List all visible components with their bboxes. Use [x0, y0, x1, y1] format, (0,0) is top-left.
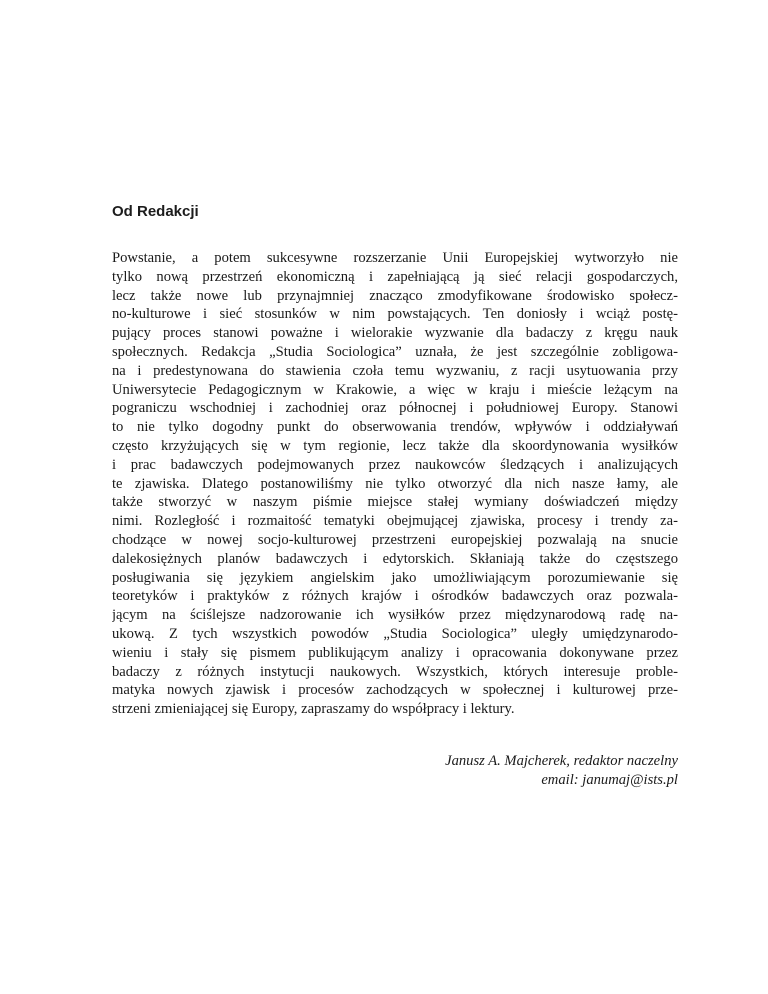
text-line: Powstanie, a potem sukcesywne rozszerzanie Unii Europejskiej wytworzyło nie: [112, 250, 678, 266]
text-line: chodzące w nowej socjo-kulturowej przestrzeni europejskiej pozwalają na snucie: [112, 531, 678, 548]
text-line: wieniu i stały się pismem publikującym analizy i opracowania dokonywane przez: [112, 644, 678, 661]
signature-author: Janusz A. Majcherek, redaktor naczelny: [445, 752, 678, 769]
signature-email: email: janumaj@ists.pl: [541, 771, 678, 788]
text-line: ukową. Z tych wszystkich powodów „Studia Sociologica” uległy umiędzynarodo-: [112, 625, 678, 642]
text-line: teoretyków i praktyków z różnych krajów i ośrodków badawczych oraz pozwala-: [112, 588, 678, 605]
text-line: społecznych. Redakcja „Studia Sociologica” uznała, że jest szczególnie zobligowa-: [112, 343, 678, 360]
text-line: dalekosiężnych planów badawczych i edytorskich. Skłaniają także do częstszego: [112, 550, 678, 567]
text-line: to nie tylko dogodny punkt do obserwowania trendów, wpływów i oddziaływań: [112, 419, 678, 436]
signature-block: [112, 752, 678, 790]
text-line: i prac badawczych podejmowanych przez naukowców śledzących i analizujących: [112, 456, 678, 473]
text-line: lecz także nowe lub przynajmniej znacząco zmodyfikowane środowisko społecz-: [112, 287, 678, 304]
text-line: pujący proces stanowi poważne i wielorakie wyzwanie dla badaczy z kręgu nauk: [112, 325, 678, 342]
text-line: jącym na ściślejsze nadzorowanie ich wysiłków przez międzynarodową radę na-: [112, 607, 678, 624]
text-line: posługiwania się językiem angielskim jako umożliwiającym porozumiewanie się: [112, 569, 678, 586]
text-line: badaczy z różnych instytucji naukowych. Wszystkich, których interesuje proble-: [112, 663, 678, 680]
text-line: tylko nową przestrzeń ekonomiczną i zapełniającą ją sieć relacji gospodarczych,: [112, 268, 678, 285]
text-line: często krzyżujących się w tym regionie, lecz także dla skoordynowania wysiłków: [112, 437, 678, 454]
text-line: te zjawiska. Dlatego postanowiliśmy nie tylko otworzyć dla nich nasze łamy, ale: [112, 475, 678, 492]
text-line: pograniczu wschodniej i zachodniej oraz północnej i południowej Europy. Stanowi: [112, 400, 678, 417]
editorial-page: [112, 202, 678, 790]
text-line: no-kulturowe i sieć stosunków w nim powstających. Ten doniosły i wciąż postę-: [112, 306, 678, 323]
text-line-last: strzeni zmieniającej się Europy, zapraszamy do współpracy i lektury.: [112, 701, 515, 718]
text-line: także stworzyć w naszym piśmie miejsce stałej wymiany doświadczeń między: [112, 494, 678, 511]
text-line: Uniwersytecie Pedagogicznym w Krakowie, a więc w kraju i mieście leżącym na: [112, 381, 678, 398]
editorial-body: [112, 249, 678, 719]
text-line: nimi. Rozległość i rozmaitość tematyki obejmującej zjawiska, procesy i trendy za-: [112, 513, 678, 530]
section-heading: Od Redakcji: [112, 203, 199, 220]
text-line: matyka nowych zjawisk i procesów zachodzących w społecznej i kulturowej prze-: [112, 682, 678, 699]
text-line: na i predestynowana do stawienia czoła temu wyzwaniu, z racji usytuowania przy: [112, 362, 678, 379]
